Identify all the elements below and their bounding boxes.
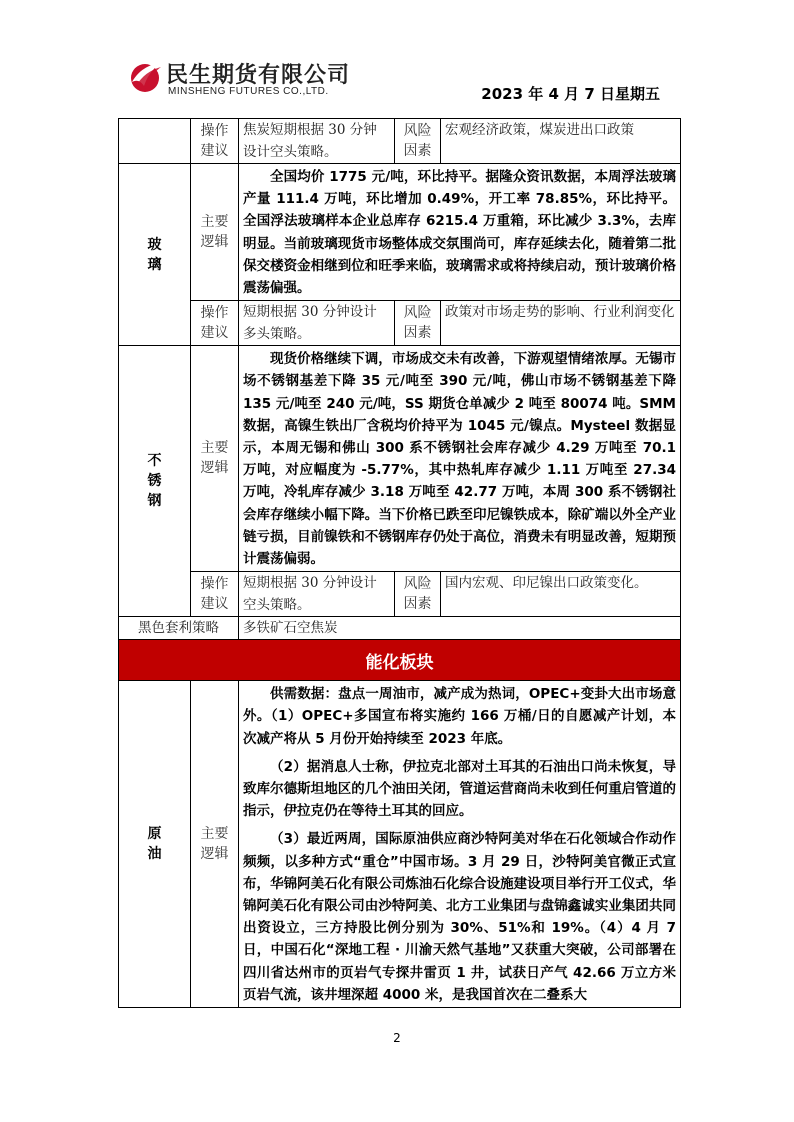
crude-logic-row xyxy=(119,681,681,1008)
glass-risk-text: 政策对市场走势的影响、行业利润变化 xyxy=(441,301,681,346)
risk-label: 风险因素 xyxy=(395,572,441,617)
operation-label: 操作建议 xyxy=(191,301,239,346)
coke-category-cell xyxy=(119,119,191,164)
crude-logic-paragraph-2: （2）据消息人士称，伊拉克北部对土耳其的石油出口尚未恢复，导致库尔德斯坦地区的几个油田关闭，管道运营商尚未收到任何重启管道的指示，伊拉克仍在等待土耳其的回应。 xyxy=(243,758,676,820)
operation-label: 操作建议 xyxy=(191,572,239,617)
arbitrage-value: 多铁矿石空焦炭 xyxy=(239,617,681,640)
crude-logic-paragraph-3: （3）最近两周，国际原油供应商沙特阿美对华在石化领域合作动作频频，以多种方式“重仓”中国市场。3 月 29 日，沙特阿美官微正式宣布，华锦阿美石化有限公司炼油石化综合设施建设项目举行开工仪式，华锦阿美石化有限公司由沙特阿美、北方工业集团与盘锦鑫诚实业集团共同出资设立，三方持股比例分别为 30%、51%和 19%。（4）4 月 7 日，中国石化“深地工程 · 川渝天然气基地”又获重大突破，公司部署在四川省达州市的页岩气专探井雷页 1 井，试获日产气 42.66 万立方米页岩气流，该井埋深超 4000 米，是我国首次在二叠系大 xyxy=(243,831,676,1003)
glass-category: 玻璃 xyxy=(119,164,191,346)
logic-label: 主要逻辑 xyxy=(191,681,239,1008)
logo-english-name: MINSHENG FUTURES CO.,LTD. xyxy=(168,86,329,97)
stainless-category: 不锈钢 xyxy=(119,346,191,617)
crude-logic-text xyxy=(239,681,681,1008)
stainless-risk-text: 国内宏观、印尼镍出口政策变化。 xyxy=(441,572,681,617)
logic-label: 主要逻辑 xyxy=(191,164,239,301)
stainless-operation-text: 短期根据 30 分钟设计空头策略。 xyxy=(239,572,395,617)
crude-category: 原油 xyxy=(119,681,191,1008)
logo-chinese-name: 民生期货有限公司 xyxy=(166,63,351,88)
glass-logic-text: 全国均价 1775 元/吨，环比持平。据隆众资讯数据，本周浮法玻璃产量 111.4 万吨，环比增加 0.49%，开工率 78.85%，环比持平。全国浮法玻璃样本企业总库存 6215.4 万重箱，环比减少 3.3%，去库明显。当前玻璃现货市场整体成交氛围尚可，库存延续去化，随着第二批保交楼资金相继到位和旺季来临，玻璃需求或将持续启动，预计玻璃价格震荡偏强。 xyxy=(239,164,681,301)
glass-operation-row xyxy=(119,301,681,346)
coke-risk-text: 宏观经济政策，煤炭进出口政策 xyxy=(441,119,681,164)
risk-label: 风险因素 xyxy=(395,301,441,346)
coke-operation-text: 焦炭短期根据 30 分钟设计空头策略。 xyxy=(239,119,395,164)
commodity-strategy-table xyxy=(118,118,681,1008)
section-banner-row xyxy=(119,640,681,681)
stainless-logic-text: 现货价格继续下调，市场成交未有改善，下游观望情绪浓厚。无锡市场不锈钢基差下降 35 元/吨至 390 元/吨，佛山市场不锈钢基差下降 135 元/吨至 240 元/吨，SS 期货仓单减少 2 吨至 80074 吨。SMM 数据，高镍生铁出厂含税均价持平为 1045 元/镍点。Mysteel 数据显示，本周无锡和佛山 300 系不锈钢社会库存减少 4.29 万吨至 70.1 万吨，对应幅度为 -5.77%，其中热轧库存减少 1.11 万吨至 27.34 万吨，冷轧库存减少 3.18 万吨至 42.77 万吨，本周 300 系不锈钢社会库存继续小幅下降。当下价格已跌至印尼镍铁成本，除矿端以外全产业链亏损，目前镍铁和不锈钢库存仍处于高位，消费未有明显改善，短期预计震荡偏弱。 xyxy=(239,346,681,572)
risk-label: 风险因素 xyxy=(395,119,441,164)
operation-label: 操作建议 xyxy=(191,119,239,164)
stainless-logic-row xyxy=(119,346,681,572)
minsheng-logo-icon xyxy=(128,56,164,96)
company-logo xyxy=(128,56,368,102)
logic-label: 主要逻辑 xyxy=(191,346,239,572)
report-date: 2023 年 4 月 7 日星期五 xyxy=(481,85,660,103)
coke-operation-row xyxy=(119,119,681,164)
page-number: 2 xyxy=(393,1031,401,1045)
glass-operation-text: 短期根据 30 分钟设计多头策略。 xyxy=(239,301,395,346)
arbitrage-label: 黑色套利策略 xyxy=(119,617,239,640)
energy-chemical-section-banner: 能化板块 xyxy=(119,640,681,681)
stainless-operation-row xyxy=(119,572,681,617)
crude-logic-paragraph-1: 供需数据：盘点一周油市，减产成为热词，OPEC+变卦大出市场意外。（1）OPEC+多国宣布将实施约 166 万桶/日的自愿减产计划，本次减产将从 5 月份开始持续至 2023 年底。 xyxy=(243,686,676,747)
arbitrage-row xyxy=(119,617,681,640)
glass-logic-row xyxy=(119,164,681,301)
